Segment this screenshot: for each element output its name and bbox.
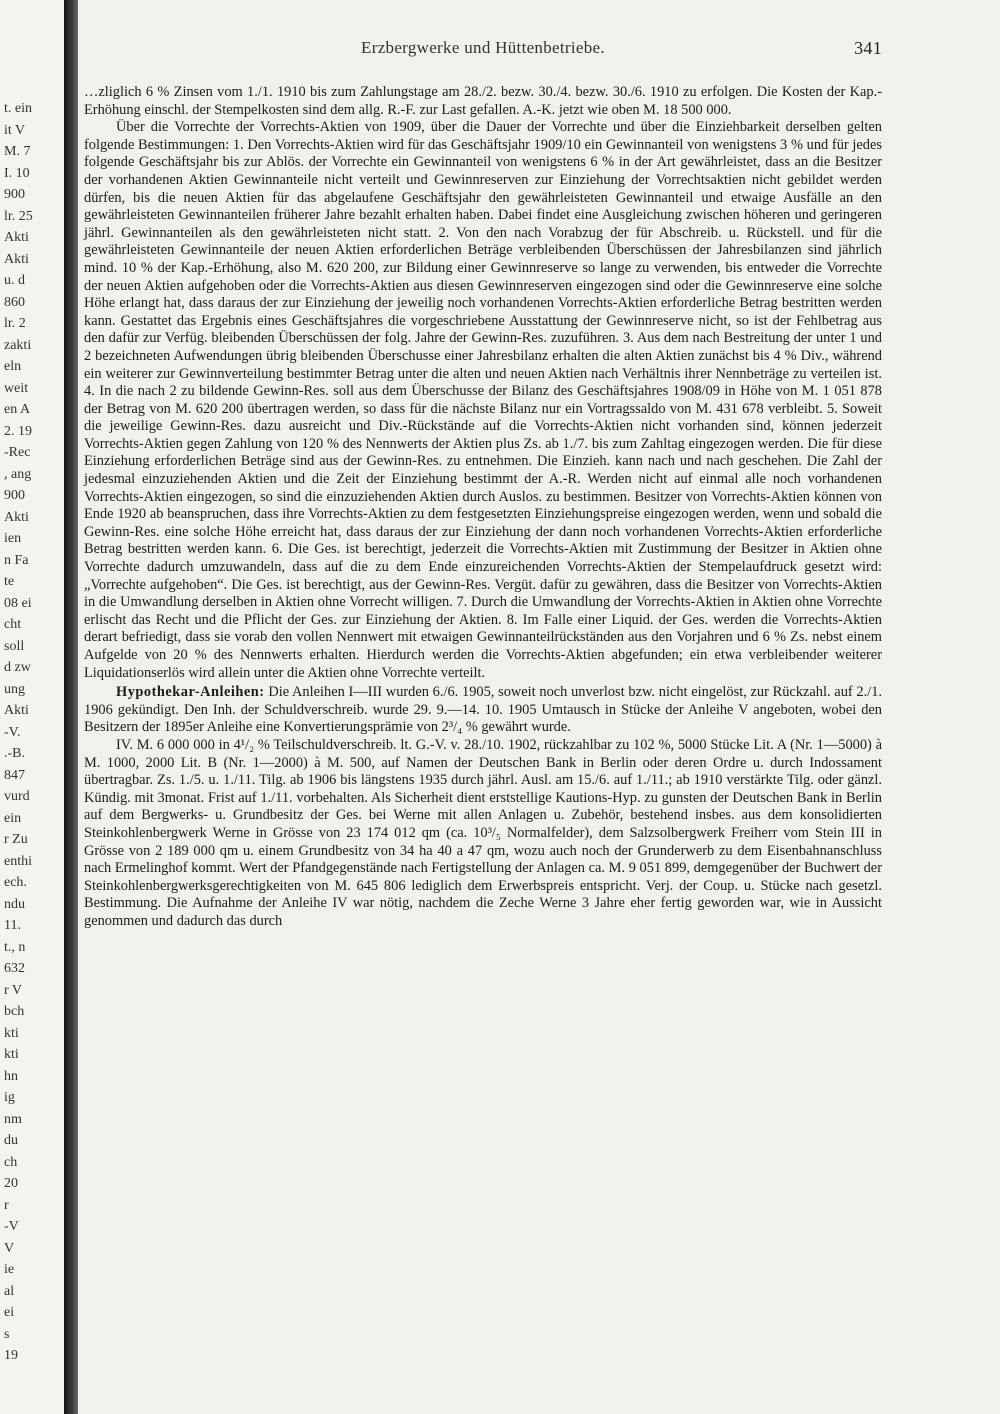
margin-fragment: 2. 19 — [4, 423, 32, 439]
margin-fragment: s — [4, 1326, 10, 1342]
margin-fragment: cht — [4, 617, 22, 632]
margin-fragment: 847 — [4, 767, 25, 783]
margin-fragment: .-B. — [4, 746, 25, 761]
margin-fragment: enthi — [4, 853, 32, 869]
margin-fragment: r V — [4, 982, 23, 998]
margin-fragment: al — [4, 1283, 15, 1299]
margin-fragment: ech. — [4, 875, 27, 890]
paragraph-anleihe-iv: IV. M. 6 000 000 in 4¹/₂ % Teilschuldverschreib. lt. G.-V. v. 28./10. 1902, rückzahlbar zu 102 %, 5000 Stücke Lit. A (Nr. 1—5000) à M. 1000, 2000 Lit. B (Nr. 1—2000) à M. 500, auf Namen der Deutschen Bank in Berlin oder deren Ordre u. durch Indossament übertragbar. Zs. 1./5. u. 1./11. Tilg. ab 1906 bis längstens 1935 durch jährl. Ausl. am 15./6. auf 1./11.; ab 1910 verstärkte Tilg. oder gänzl. Kündig. mit 3monat. Frist auf 1./11. vorbehalten. Als Sicherheit dient erststellige Kautions-Hyp. zu gunsten der Deutschen Bank in Berlin auf dem Bergwerks- u. Grundbesitz der Ges. bei Werne mit allen Anlagen u. Zubehör, bestehend insbes. aus dem konsolidierten Steinkohlenbergwerk Werne in Grösse von 23 174 012 qm (ca. 10³/₅ Normalfelder), dem Salzsolbergwerk Freiherr vom Stein III in Grösse von 2 189 000 qm u. einem Grundbesitz von 34 ha 40 a 47 qm, wozu auch noch der Grunderwerb zu dem Eisenbahnanschluss nach Ermelinghof kommt. Wert der Pfandgegenstände nach Fertigstellung der Anlagen ca. M. 9 051 899, demgegenüber der Buchwert der Steinkohlenbergwerksgerechtigkeiten von M. 645 806 lediglich dem Erwerbspreis entspricht. Verj. der Coup. u. Stücke nach gesetzl. Bestimmung. Die Aufnahme der Anleihe IV war nötig, nachdem die Zeche Werne 3 Jahre eher fertig geworden war, wie in Aussicht genommen und dadurch das durch — [84, 736, 882, 929]
page-number: 341 — [854, 38, 882, 58]
margin-fragment: zakti — [4, 337, 32, 353]
margin-fragment: ig — [4, 1090, 15, 1105]
margin-fragment: V — [4, 1240, 15, 1256]
margin-fragment: -V. — [4, 724, 21, 740]
margin-fragment: -Rec — [4, 445, 31, 460]
margin-fragment: 900 — [4, 488, 25, 503]
margin-fragment: ie — [4, 1262, 15, 1277]
margin-fragment: bch — [4, 1004, 25, 1019]
margin-fragment: I. 10 — [4, 165, 30, 181]
margin-fragment: n Fa — [4, 552, 29, 568]
paragraph-vorrechte: Über die Vorrechte der Vorrechts-Aktien von 1909, über die Dauer der Vorrechte und über die Einziehbarkeit derselben gelten folgende Bestimmungen: 1. Den Vorrechts-Aktien wird für das Geschäftsjahr 1909/10 ein Gewinnanteil von wenigstens 3 % und für jedes folgende Geschäftsjahr bis zur Ablös. der Vorrechte ein Gewinnanteil von wenigstens 6 % in der Art gewährleistet, dass an die Besitzer der vorhandenen Aktien Gewinnanteile nicht verteilt und Gewinnreserven zur Einziehung der Vorrechtsaktien nicht gebildet werden dürfen, bis die neuen Aktien für das abgelaufene Geschäftsjahr den gewährleisteten Gewinnanteil und etwaige Ausfälle an den gewährleisteten Gewinnanteilen früherer Jahre bezahlt erhalten haben. Dabei findet eine Ausgleichung zwischen höheren und geringeren jährl. Gewinnanteilen als den gewährleisteten nicht statt. 2. Von den nach Vorabzug der für Abschreib. u. Rückstell. und für die gewährleisteten Gewinnanteile der neuen Aktien erforderlichen Beträge verbleibenden Überschüssen der Jahresbilanzen sind jährlich mind. 10 % der Kap.-Erhöhung, also M. 620 200, zur Bildung einer Gewinnreserve so lange zu verwenden, bis entweder die Vorrechte der neuen Aktien aufgehoben oder die Vorrechts-Aktien aus diesen Gewinnreserven eingezogen sind oder die Gewinnreserve eine solche Höhe erlangt hat, dass daraus der zur Einziehung der jeweilig noch vorhandenen Vorrechts-Aktien erforderliche Betrag bestritten werden kann. Gestattet das Ergebnis eines Geschäftsjahres die vorgeschriebene Ausstattung der Gewinnreserve nicht, so ist der Fehlbetrag aus den dafür zur Verfüg. bleibenden Überschüssen der folg. Jahre der Gewinn-Res. zuzuführen. 3. Aus dem nach Bestreitung der unter 1 und 2 bezeichneten Aufwendungen übrig bleibenden Überschusse einer Jahresbilanz erhalten die alten Aktien zunächst bis 4 % Div., während ein weiterer zur Gewinnverteilung bestimmter Betrag unter die alten und neuen Aktien nach Verhältnis ihrer Nennbeträge zu verteilen ist. 4. In die nach 2 zu bildende Gewinn-Res. soll aus dem Überschusse der Bilanz des Geschäftsjahres 1908/09 in Höhe von M. 1 051 878 der Betrag von M. 620 200 übertragen werden, so dass für die nächste Bilanz nur ein Vortragssaldo von M. 431 678 verbleibt. 5. Soweit die jeweilige Gewinn-Res. dazu ausreicht und Div.-Rückstände auf die Vorrechts-Aktien nicht vorhanden sind, können jederzeit Vorrechts-Aktien gegen Zahlung von 120 % des Nennwerts der Aktien plus Zs. ab 1./7. bis zum Zahltag eingezogen werden. Die für diese Einziehung erforderlichen Beträge sind aus der Gewinn-Res. zu entnehmen. Die Einzieh. kann nach und nach geschehen. Die Zahl der jedesmal einzuziehenden Aktien und die Zeit der Einziehung bestimmt der A.-R. Werden nicht auf einmal alle noch vorhandenen Vorrechts-Aktien eingezogen, so sind die einzuziehenden Aktien durch Auslos. zu bestimmen. Besitzer von Vorrechts-Aktien können von Ende 1920 ab beanspruchen, dass ihre Vorrechts-Aktien zu dem festgesetzten Einziehungspreise eingezogen werden, wenn und sobald die Gewinn-Res. eine solche Höhe erreicht hat, dass daraus der zur Einziehung der dann noch vorhandenen Vorrechts-Aktien erforderliche Betrag bestritten werden kann. 6. Die Ges. ist berechtigt, jederzeit die Vorrechts-Aktien mit Zustimmung der Besitzer in Aktien ohne Vorrechte dadurch umzuwandeln, dass auf die zu dem Ende einzureichenden Vorrechts-Aktien der Stempelaufdruck gesetzt wird: „Vorrechte aufgehoben“. Die Ges. ist berechtigt, aus der Gewinn-Res. Vergüt. dafür zu gewähren, dass die Besitzer von Vorrechts-Aktien in die Umwandlung derselben in Aktien ohne Vorrecht willigen. 7. Durch die Umwandlung der Vorrechts-Aktien in Aktien ohne Vorrechte erlischt das Recht und die Pflicht der Ges. zur Einziehung der Aktien. 8. Im Falle einer Liquid. der Ges. werden die Vorrechts-Aktien derart befriedigt, dass sie vorab den vollen Nennwert mit etwaigen Gewinnanteilrückständen aus den Vorjahren und 6 % Zs. nebst einem Aufgelde von 20 % des Nennwerts erhalten. Hierdurch werden die Vorrechts-Aktien abgefunden; ein etwa verbleibender weiterer Liquidationserlös wird allein unter die Aktien ohne Vorrechte verteilt. — [84, 119, 882, 681]
margin-fragment: 860 — [4, 294, 25, 310]
margin-fragment: 632 — [4, 961, 25, 976]
margin-fragment: weit — [4, 380, 29, 396]
book-gutter — [64, 0, 78, 1414]
margin-fragment: kti — [4, 1025, 19, 1041]
running-title: Erzbergwerke und Hüttenbetriebe. — [361, 38, 605, 57]
margin-fragment: du — [4, 1133, 18, 1148]
margin-fragment: soll — [4, 638, 25, 654]
paragraph-continuation: …zliglich 6 % Zinsen vom 1./1. 1910 bis zum Zahlungstage am 28./2. bezw. 30./4. bezw. 30./6. 1910 zu erfolgen. Die Kosten der Kap.-Erhöhung einschl. der Stempelkosten sind dem allg. R.-F. zur Last gefallen. A.-K. jetzt wie oben M. 18 500 000. — [84, 84, 882, 118]
paragraph-hypothekar-anleihen — [84, 684, 882, 737]
margin-fragment: r — [4, 1197, 9, 1213]
margin-fragment: te — [4, 574, 15, 589]
adjacent-page-fragment — [0, 0, 66, 1414]
margin-fragment: 900 — [4, 187, 25, 202]
margin-fragment: ndu — [4, 896, 25, 912]
margin-fragment: eln — [4, 359, 22, 374]
margin-fragment: hn — [4, 1068, 18, 1084]
margin-fragment: 11. — [4, 918, 21, 933]
margin-fragment: u. d — [4, 273, 25, 288]
margin-fragment: en A — [4, 402, 31, 417]
margin-fragment: 08 ei — [4, 595, 32, 611]
margin-fragment: d zw — [4, 660, 31, 675]
margin-fragment: 20 — [4, 1176, 18, 1191]
margin-fragment: lr. 2 — [4, 316, 26, 331]
margin-fragment: t., n — [4, 939, 26, 955]
margin-fragment: ung — [4, 681, 25, 697]
margin-fragment: Akti — [4, 230, 29, 245]
margin-fragment: Akti — [4, 509, 29, 525]
margin-fragment: ch — [4, 1154, 18, 1170]
margin-fragment: 19 — [4, 1348, 18, 1363]
margin-fragment: Akti — [4, 251, 29, 267]
margin-fragment: M. 7 — [4, 144, 31, 159]
margin-fragment: kti — [4, 1047, 19, 1062]
section-text: Die Anleihen I—III wurden 6./6. 1905, soweit noch unverlost bzw. nicht eingelöst, zur Rückzahl. auf 2./1. 1906 gekündigt. Den Inh. der Schuldverschreib. wurde 29. 9.—14. 10. 1905 Umtausch in Stücke der Anleihe V angeboten, wobei den Besitzern der 1895er Anleihe eine Konvertierungsprämie von 2³/₄ % gewährt wurde. — [84, 684, 882, 736]
margin-fragment: ei — [4, 1305, 15, 1320]
margin-fragment: ein — [4, 810, 22, 826]
body-text — [84, 84, 882, 931]
margin-fragment: t. ein — [4, 101, 32, 116]
margin-fragment: nm — [4, 1111, 22, 1127]
margin-fragment: -V — [4, 1219, 19, 1234]
margin-fragment: Akti — [4, 703, 29, 718]
margin-fragment: lr. 25 — [4, 208, 33, 224]
margin-fragment: ien — [4, 531, 22, 546]
section-heading: Hypothekar-Anleihen: — [116, 684, 265, 701]
margin-fragment: it V — [4, 122, 26, 138]
margin-fragment: vurd — [4, 789, 30, 804]
margin-fragment: , ang — [4, 466, 32, 482]
margin-fragment: r Zu — [4, 832, 28, 847]
